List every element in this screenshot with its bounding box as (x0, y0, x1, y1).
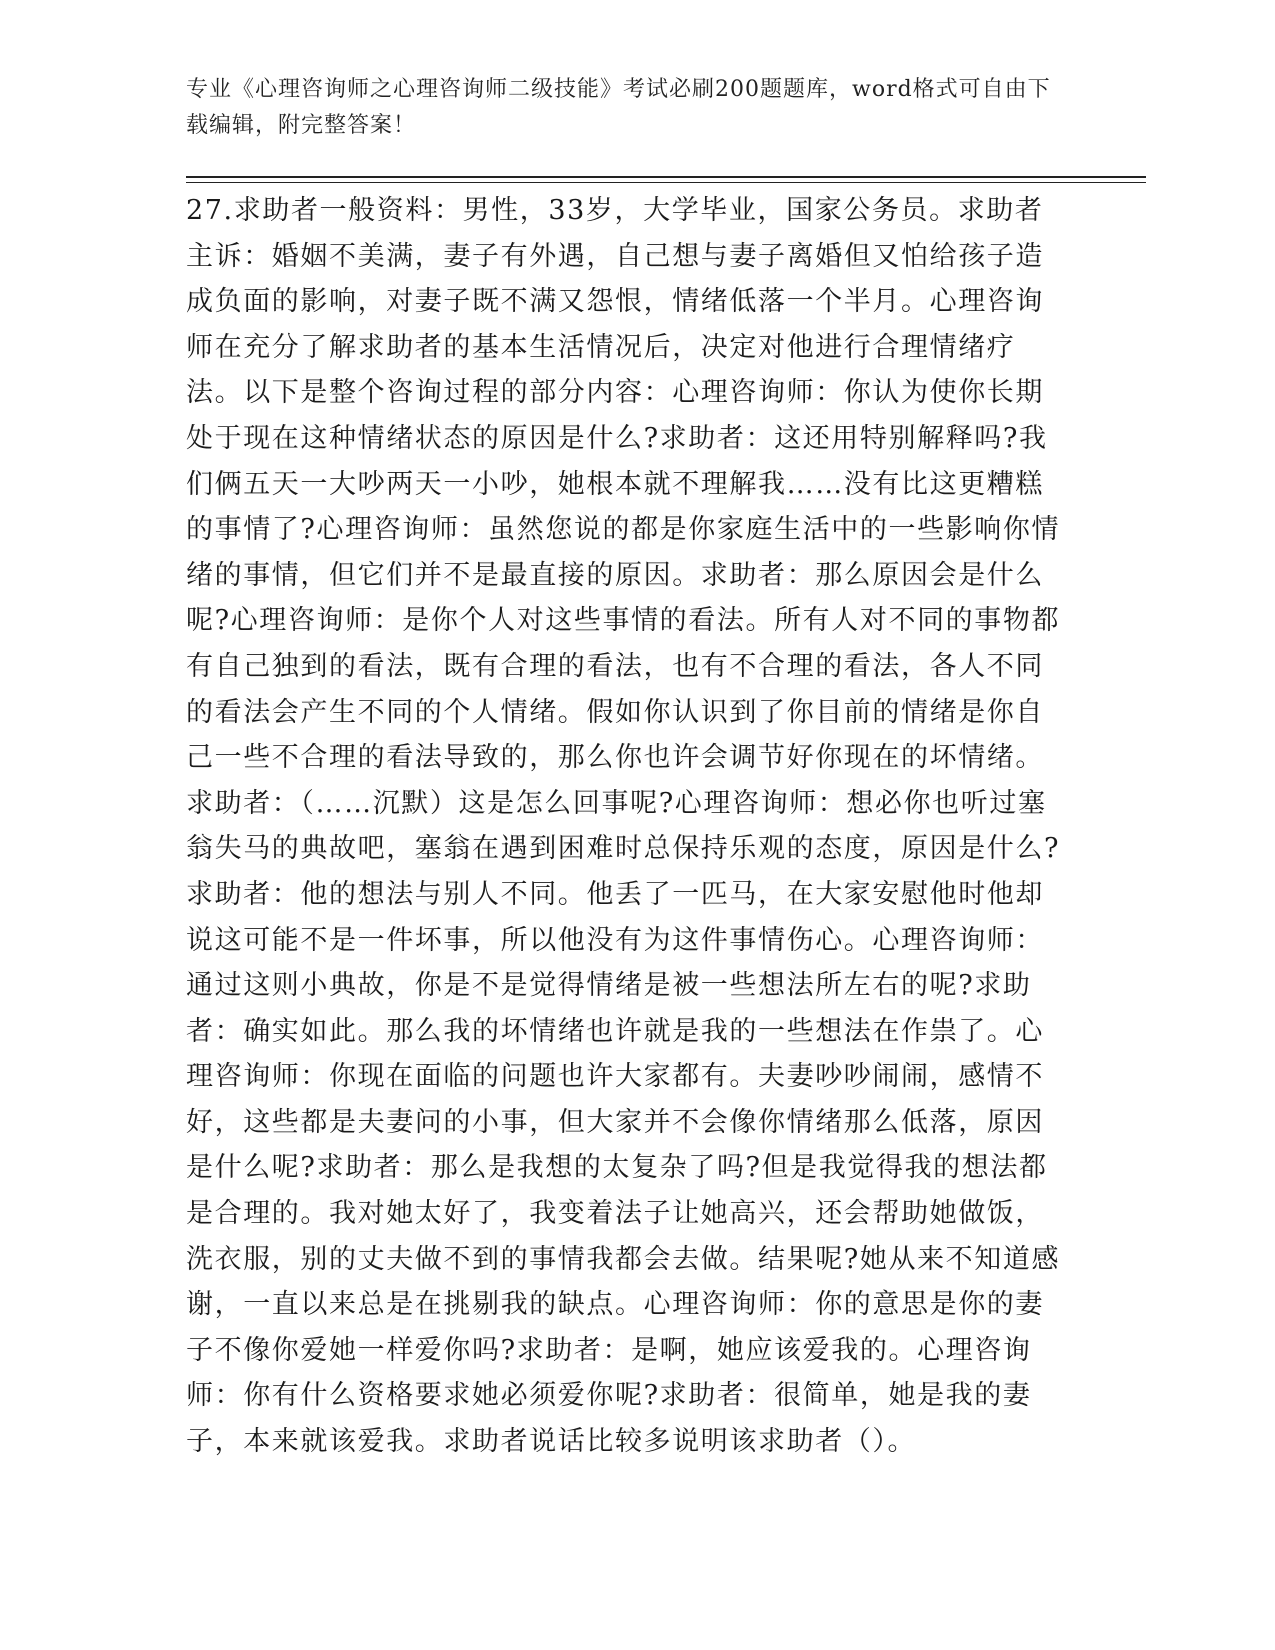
header-divider-thick (186, 176, 1146, 178)
question-text: 求助者一般资料：男性，33岁，大学毕业，国家公务员。求助者主诉：婚姻不美满，妻子有外遇，自己想与妻子离婚但又怕给孩子造成负面的影响，对妻子既不满又怨恨，情绪低落一个半月。心理咨询师在充分了解求助者的基本生活情况后，决定对他进行合理情绪疗法。以下是整个咨询过程的部分内容：心理咨询师：你认为使你长期处于现在这种情绪状态的原因是什么?求助者：这还用特别解释吗?我们俩五天一大吵两天一小吵，她根本就不理解我……没有比这更糟糕的事情了?心理咨询师：虽然您说的都是你家庭生活中的一些影响你情绪的事情，但它们并不是最直接的原因。求助者：那么原因会是什么呢?心理咨询师：是你个人对这些事情的看法。所有人对不同的事物都有自己独到的看法，既有合理的看法，也有不合理的看法，各人不同的看法会产生不同的个人情绪。假如你认识到了你目前的情绪是你自己一些不合理的看法导致的，那么你也许会调节好你现在的坏情绪。求助者：（……沉默）这是怎么回事呢?心理咨询师：想必你也听过塞翁失马的典故吧，塞翁在遇到困难时总保持乐观的态度，原因是什么?求助者：他的想法与别人不同。他丢了一匹马，在大家安慰他时他却说这可能不是一件坏事，所以他没有为这件事情伤心。心理咨询师：通过这则小典故，你是不是觉得情绪是被一些想法所左右的呢?求助者：确实如此。那么我的坏情绪也许就是我的一些想法在作祟了。心理咨询师：你现在面临的问题也许大家都有。夫妻吵吵闹闹，感情不好，这些都是夫妻问的小事，但大家并不会像你情绪那么低落，原因是什么呢?求助者：那么是我想的太复杂了吗?但是我觉得我的想法都是合理的。我对她太好了，我变着法子让她高兴，还会帮助她做饭，洗衣服，别的丈夫做不到的事情我都会去做。结果呢?她从来不知道感谢，一直以来总是在挑剔我的缺点。心理咨询师：你的意思是你的妻子不像你爱她一样爱你吗?求助者：是啊，她应该爱我的。心理咨询师：你有什么资格要求她必须爱你呢?求助者：很简单，她是我的妻子，本来就该爱我。求助者说话比较多说明该求助者（）。 (186, 195, 1061, 1458)
question-number: 27. (186, 195, 234, 226)
header-divider-thin (186, 182, 1146, 183)
document-header (186, 72, 1066, 144)
header-text: 专业《心理咨询师之心理咨询师二级技能》考试必刷200题题库，word格式可自由下载编辑，附完整答案！ (186, 77, 1051, 138)
question-block (186, 188, 1066, 1465)
